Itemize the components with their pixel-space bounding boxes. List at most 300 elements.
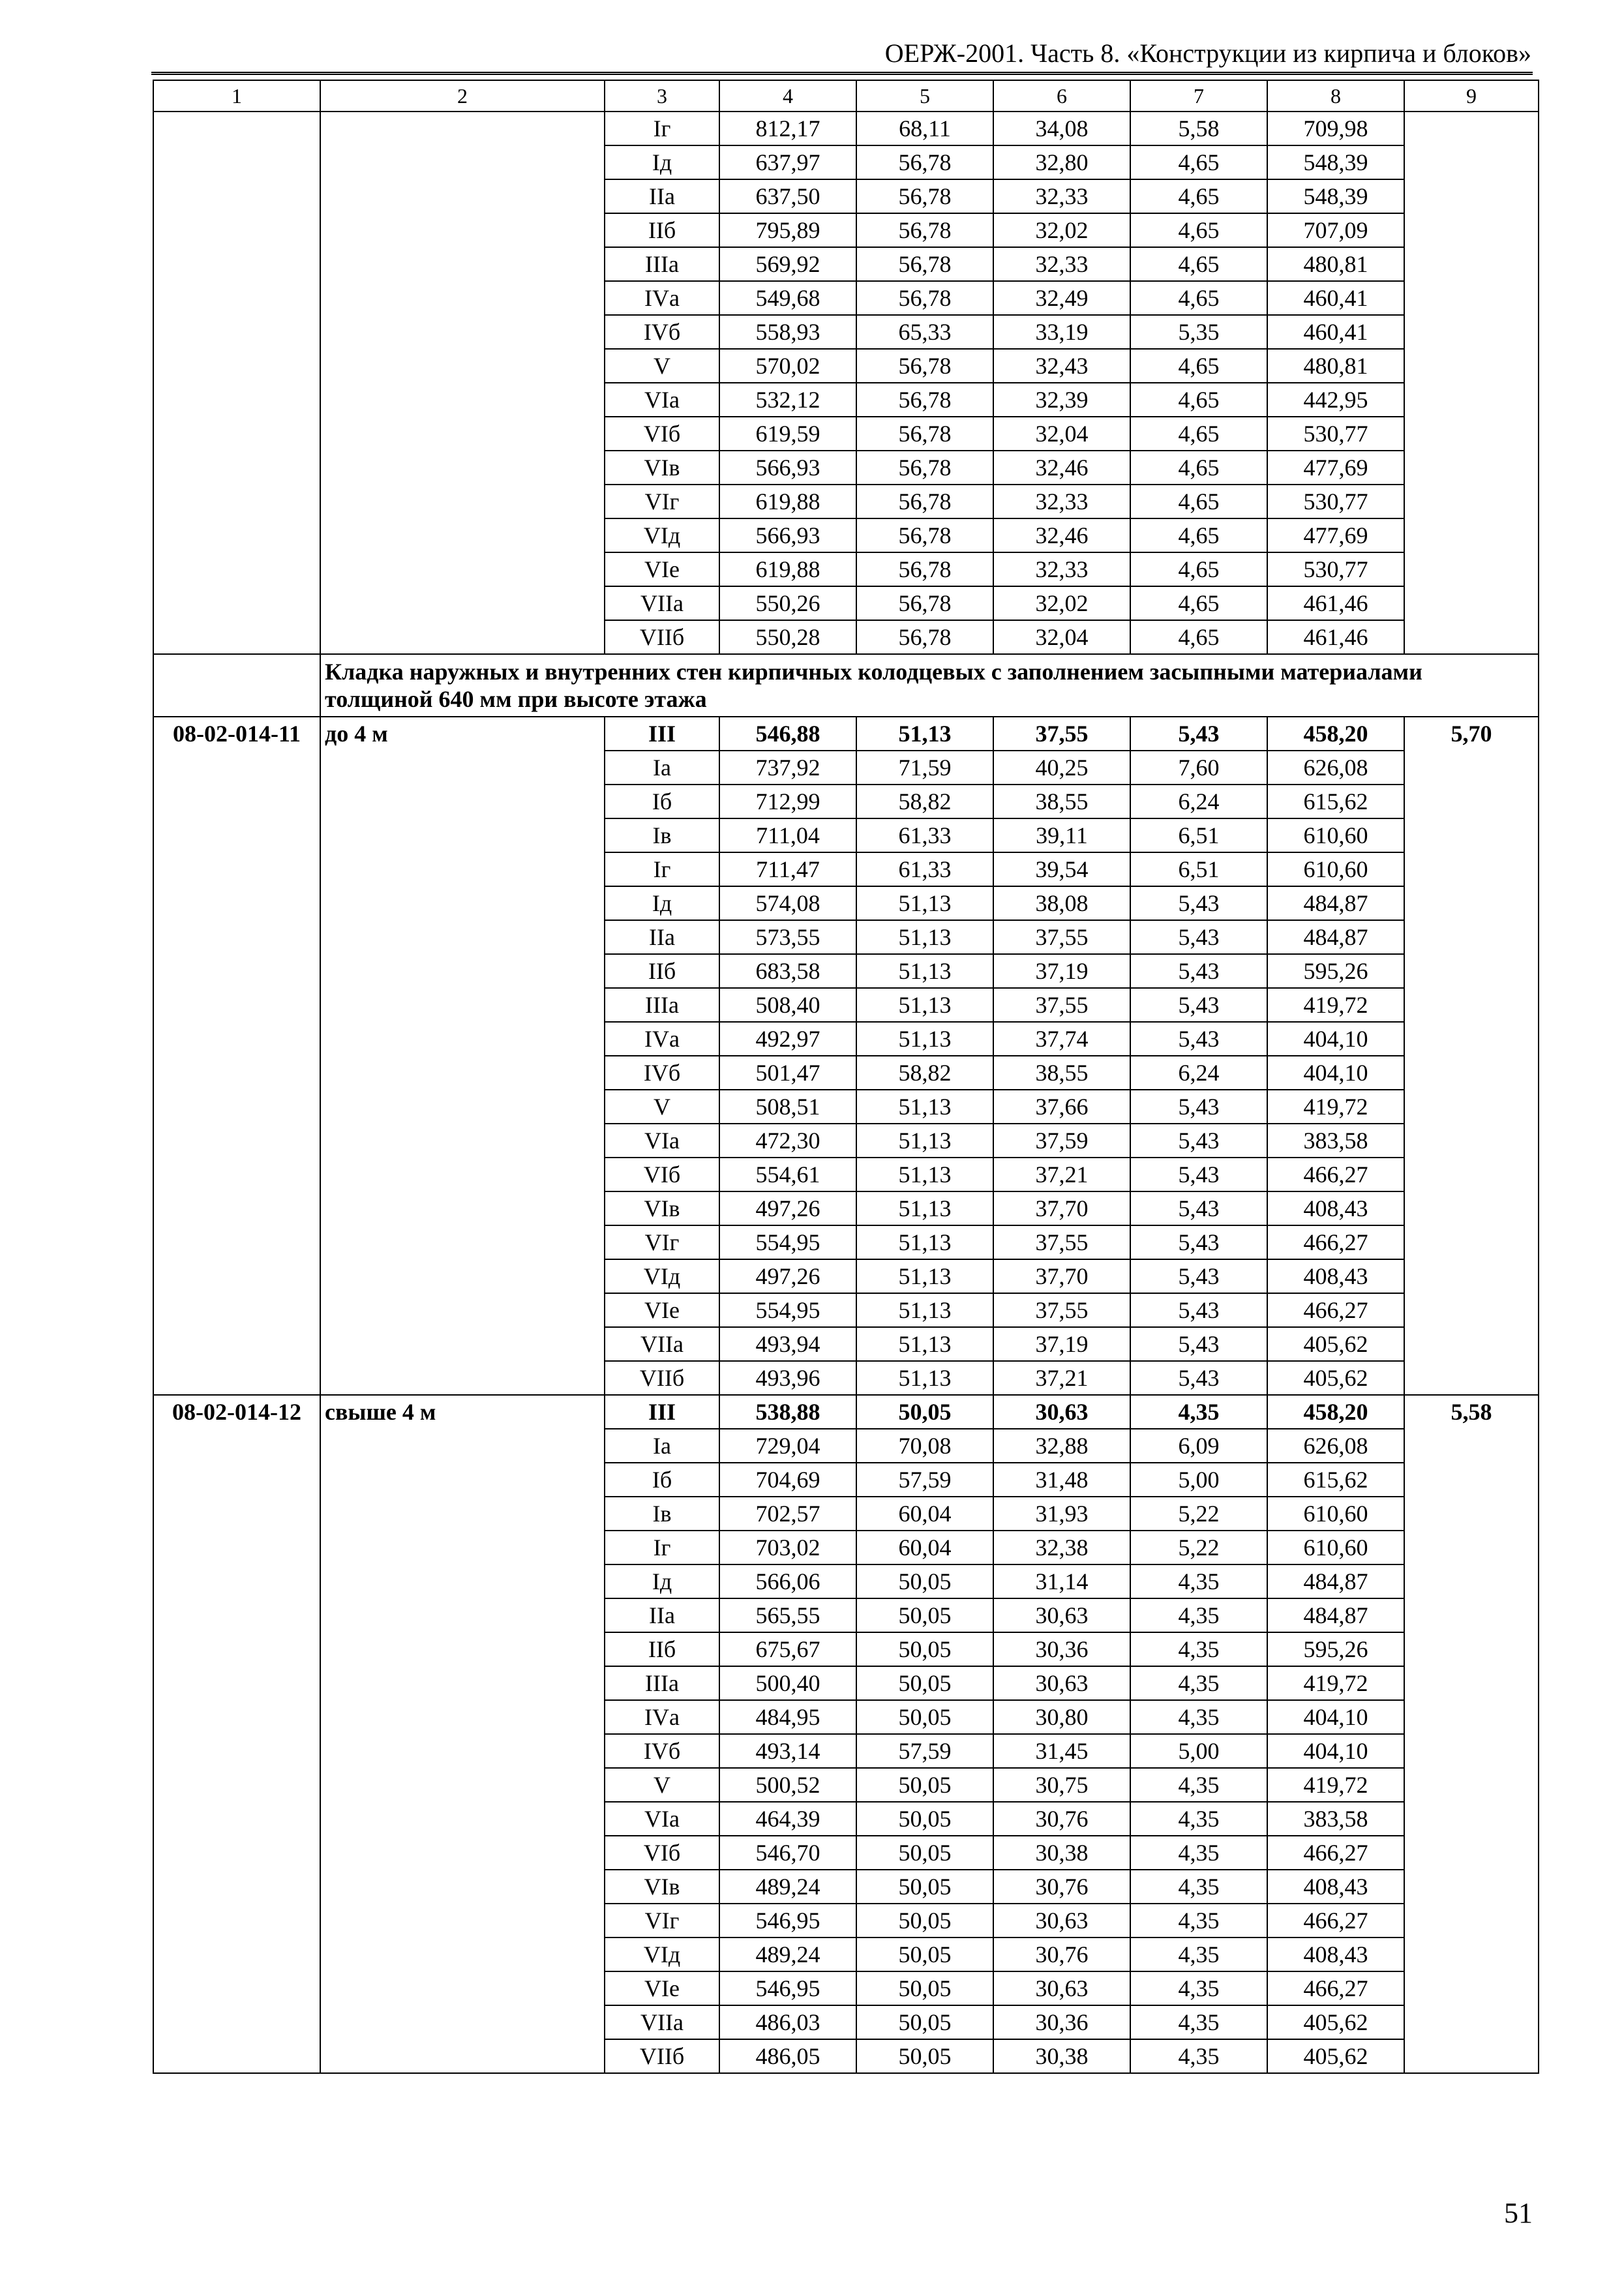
cell-col6: 31,14: [993, 1564, 1130, 1598]
cell-type: VIб: [605, 1836, 719, 1870]
cell-col5: 50,05: [856, 1904, 993, 1937]
cell-col4: 484,95: [719, 1700, 856, 1734]
cell-type: Iа: [605, 1429, 719, 1463]
cell-col6: 30,76: [993, 1802, 1130, 1836]
cell-col7: 6,24: [1130, 785, 1267, 818]
cell-col5: 68,11: [856, 112, 993, 145]
cell-col6: 37,66: [993, 1090, 1130, 1124]
cell-col7: 6,09: [1130, 1429, 1267, 1463]
cell-col4: 500,40: [719, 1666, 856, 1700]
cell-col5: 56,78: [856, 179, 993, 213]
cell-col8: 530,77: [1267, 417, 1404, 451]
norm-code: 08-02-014-11: [153, 717, 320, 1395]
cell-col6: 34,08: [993, 112, 1130, 145]
cell-col6: 38,55: [993, 1056, 1130, 1090]
cell-col5: 56,78: [856, 145, 993, 179]
cell-col7: 4,35: [1130, 1870, 1267, 1904]
cell-type: VIв: [605, 451, 719, 485]
cell-col4: 566,93: [719, 518, 856, 552]
cell-col8: 461,46: [1267, 620, 1404, 654]
cell-col7: 4,35: [1130, 1564, 1267, 1598]
cell-col4: 637,97: [719, 145, 856, 179]
cell-col6: 32,33: [993, 179, 1130, 213]
cell-col4: 573,55: [719, 920, 856, 954]
cell-col4: 795,89: [719, 213, 856, 247]
cell-col6: 32,46: [993, 451, 1130, 485]
cell-col8: 404,10: [1267, 1700, 1404, 1734]
cell-col8: 466,27: [1267, 1971, 1404, 2005]
cell-type: VIIа: [605, 2005, 719, 2039]
cell-col7: 5,43: [1130, 1191, 1267, 1225]
cell-col4: 703,02: [719, 1531, 856, 1564]
cell-col7: 4,35: [1130, 1395, 1267, 1429]
cell-col8: 615,62: [1267, 785, 1404, 818]
cell-type: IIб: [605, 213, 719, 247]
cell-col4: 549,68: [719, 281, 856, 315]
cell-col6: 39,54: [993, 852, 1130, 886]
cell-col7: 4,35: [1130, 1632, 1267, 1666]
cell-col6: 30,63: [993, 1395, 1130, 1429]
cell-col6: 31,48: [993, 1463, 1130, 1497]
cell-col7: 4,35: [1130, 1971, 1267, 2005]
cell-col5: 51,13: [856, 1124, 993, 1158]
cell-col8: 419,72: [1267, 1090, 1404, 1124]
cell-col4: 729,04: [719, 1429, 856, 1463]
cell-col6: 37,55: [993, 920, 1130, 954]
cell-col7: 7,60: [1130, 751, 1267, 785]
cell-col4: 464,39: [719, 1802, 856, 1836]
header-title: ОЕРЖ-2001. Часть 8. «Конструкции из кирпича и блоков»: [884, 38, 1531, 68]
cell-col8: 466,27: [1267, 1836, 1404, 1870]
cell-col5: 50,05: [856, 1802, 993, 1836]
cell-type: Iб: [605, 785, 719, 818]
cell-col8: 480,81: [1267, 247, 1404, 281]
cell-col5: 51,13: [856, 1090, 993, 1124]
cell-col6: 30,38: [993, 1836, 1130, 1870]
cell-col5: 61,33: [856, 852, 993, 886]
column-number-7: 7: [1130, 80, 1267, 112]
section-title: Кладка наружных и внутренних стен кирпичных колодцевых с заполнением засыпными материалами толщиной 640 мм при высоте этажа: [320, 654, 1539, 717]
cell-type: VIе: [605, 1293, 719, 1327]
cell-col8: 466,27: [1267, 1225, 1404, 1259]
cell-col5: 58,82: [856, 1056, 993, 1090]
cell-col6: 32,33: [993, 552, 1130, 586]
cell-col7: 4,35: [1130, 1598, 1267, 1632]
cell-col8: 458,20: [1267, 717, 1404, 751]
cell-col6: 37,55: [993, 988, 1130, 1022]
cell-col6: 37,74: [993, 1022, 1130, 1056]
cell-col7: 5,00: [1130, 1734, 1267, 1768]
cell-col5: 50,05: [856, 2039, 993, 2073]
cell-type: IVа: [605, 281, 719, 315]
cell-col6: 32,43: [993, 349, 1130, 383]
cell-type: IIIа: [605, 1666, 719, 1700]
cell-col8: 405,62: [1267, 1361, 1404, 1395]
cell-col4: 565,55: [719, 1598, 856, 1632]
cell-col6: 32,38: [993, 1531, 1130, 1564]
cell-col7: 5,43: [1130, 954, 1267, 988]
cell-col8: 383,58: [1267, 1802, 1404, 1836]
cell-col7: 5,22: [1130, 1497, 1267, 1531]
cell-col5: 51,13: [856, 1191, 993, 1225]
cell-type: V: [605, 1090, 719, 1124]
cell-col4: 546,70: [719, 1836, 856, 1870]
cell-type: IIб: [605, 954, 719, 988]
cell-col6: 32,80: [993, 145, 1130, 179]
cell-col8: 460,41: [1267, 281, 1404, 315]
cell-col4: 702,57: [719, 1497, 856, 1531]
cell-col5: 51,13: [856, 1293, 993, 1327]
cell-type: Iд: [605, 1564, 719, 1598]
section-row: [153, 654, 1539, 717]
cell-col7: 4,65: [1130, 247, 1267, 281]
cell-col4: 570,02: [719, 349, 856, 383]
cell-col6: 37,19: [993, 954, 1130, 988]
cell-col8: 484,87: [1267, 1564, 1404, 1598]
cell-col7: 4,65: [1130, 145, 1267, 179]
cell-col8: 484,87: [1267, 1598, 1404, 1632]
cell-col5: 50,05: [856, 1700, 993, 1734]
cell-col4: 569,92: [719, 247, 856, 281]
cell-col8: 530,77: [1267, 552, 1404, 586]
cell-type: IVб: [605, 1056, 719, 1090]
cell-type: VIд: [605, 1937, 719, 1971]
cell-col5: 60,04: [856, 1497, 993, 1531]
cell-col7: 4,65: [1130, 179, 1267, 213]
cell-col8: 709,98: [1267, 112, 1404, 145]
cell-col7: 6,24: [1130, 1056, 1267, 1090]
cell-col8: 461,46: [1267, 586, 1404, 620]
cell-col6: 37,70: [993, 1191, 1130, 1225]
cell-col5: 56,78: [856, 247, 993, 281]
cell-col5: 70,08: [856, 1429, 993, 1463]
cell-col4: 554,61: [719, 1158, 856, 1191]
norm-col9: 5,58: [1404, 1395, 1539, 2073]
cell-col5: 51,13: [856, 1158, 993, 1191]
cell-col4: 532,12: [719, 383, 856, 417]
cell-col4: 704,69: [719, 1463, 856, 1497]
column-number-6: 6: [993, 80, 1130, 112]
cell-type: III: [605, 1395, 719, 1429]
cell-col7: 5,43: [1130, 717, 1267, 751]
cell-col5: 56,78: [856, 552, 993, 586]
cell-col6: 31,45: [993, 1734, 1130, 1768]
cell-col5: 56,78: [856, 485, 993, 518]
cell-col8: 408,43: [1267, 1937, 1404, 1971]
cell-col4: 497,26: [719, 1191, 856, 1225]
cell-col7: 4,35: [1130, 1700, 1267, 1734]
cell-col7: 4,65: [1130, 417, 1267, 451]
cell-col4: 508,51: [719, 1090, 856, 1124]
cell-col8: 442,95: [1267, 383, 1404, 417]
cell-col7: 5,43: [1130, 886, 1267, 920]
cell-col5: 50,05: [856, 1598, 993, 1632]
cell-col5: 51,13: [856, 1259, 993, 1293]
cell-col5: 51,13: [856, 717, 993, 751]
cell-type: VIв: [605, 1191, 719, 1225]
cell-col6: 37,21: [993, 1158, 1130, 1191]
cell-col4: 675,67: [719, 1632, 856, 1666]
cell-col8: 404,10: [1267, 1734, 1404, 1768]
cell-col4: 546,95: [719, 1971, 856, 2005]
cell-col6: 30,63: [993, 1666, 1130, 1700]
cell-col4: 500,52: [719, 1768, 856, 1802]
cell-col8: 595,26: [1267, 954, 1404, 988]
cell-col5: 71,59: [856, 751, 993, 785]
cell-col7: 5,58: [1130, 112, 1267, 145]
cell-col8: 419,72: [1267, 988, 1404, 1022]
cell-type: VIв: [605, 1870, 719, 1904]
cell-col6: 37,19: [993, 1327, 1130, 1361]
cell-col7: 6,51: [1130, 818, 1267, 852]
cell-col5: 51,13: [856, 988, 993, 1022]
cell-col5: 50,05: [856, 1836, 993, 1870]
cell-type: IIа: [605, 920, 719, 954]
cell-col8: 466,27: [1267, 1904, 1404, 1937]
cell-type: VIIб: [605, 1361, 719, 1395]
cell-col5: 56,78: [856, 213, 993, 247]
cell-col4: 566,06: [719, 1564, 856, 1598]
cell-col4: 501,47: [719, 1056, 856, 1090]
cell-col6: 30,63: [993, 1904, 1130, 1937]
cell-col7: 4,65: [1130, 451, 1267, 485]
cell-col6: 32,04: [993, 417, 1130, 451]
cell-col4: 737,92: [719, 751, 856, 785]
cell-col4: 619,59: [719, 417, 856, 451]
cell-col4: 566,93: [719, 451, 856, 485]
cell-type: VIIа: [605, 1327, 719, 1361]
cell-col5: 56,78: [856, 518, 993, 552]
cell-col4: 554,95: [719, 1293, 856, 1327]
cell-col8: 707,09: [1267, 213, 1404, 247]
cell-type: VIг: [605, 1904, 719, 1937]
cell-col8: 408,43: [1267, 1191, 1404, 1225]
cell-col7: 5,43: [1130, 1293, 1267, 1327]
cell-col6: 32,39: [993, 383, 1130, 417]
cell-type: Iа: [605, 751, 719, 785]
cell-col7: 5,43: [1130, 1225, 1267, 1259]
cell-col8: 405,62: [1267, 2005, 1404, 2039]
cell-type: Iг: [605, 112, 719, 145]
cell-col6: 37,55: [993, 717, 1130, 751]
cell-col8: 405,62: [1267, 1327, 1404, 1361]
cell-col7: 5,00: [1130, 1463, 1267, 1497]
cell-col8: 610,60: [1267, 852, 1404, 886]
cell-col4: 712,99: [719, 785, 856, 818]
cell-col6: 31,93: [993, 1497, 1130, 1531]
page-number: 51: [1504, 2197, 1533, 2229]
cell-col8: 595,26: [1267, 1632, 1404, 1666]
cell-type: IIа: [605, 179, 719, 213]
cell-col6: 30,76: [993, 1870, 1130, 1904]
cell-col7: 5,35: [1130, 315, 1267, 349]
cell-col6: 32,33: [993, 485, 1130, 518]
cell-col8: 484,87: [1267, 920, 1404, 954]
cell-col4: 497,26: [719, 1259, 856, 1293]
cell-col8: 460,41: [1267, 315, 1404, 349]
cell-type: VIд: [605, 518, 719, 552]
cell-col6: 30,76: [993, 1937, 1130, 1971]
cell-col4: 493,14: [719, 1734, 856, 1768]
cell-col6: 33,19: [993, 315, 1130, 349]
cell-col4: 711,47: [719, 852, 856, 886]
cell-col4: 538,88: [719, 1395, 856, 1429]
cell-type: IVа: [605, 1700, 719, 1734]
cell-col6: 32,33: [993, 247, 1130, 281]
cell-col4: 550,26: [719, 586, 856, 620]
cell-col5: 50,05: [856, 1395, 993, 1429]
cell-col4: 574,08: [719, 886, 856, 920]
cell-col7: 4,65: [1130, 383, 1267, 417]
cell-col8: 548,39: [1267, 145, 1404, 179]
cell-col4: 486,03: [719, 2005, 856, 2039]
norm-code: 08-02-014-12: [153, 1395, 320, 2073]
cell-col5: 51,13: [856, 1361, 993, 1395]
cell-col6: 37,21: [993, 1361, 1130, 1395]
cell-col5: 56,78: [856, 620, 993, 654]
cell-type: Iд: [605, 145, 719, 179]
cell-col5: 56,78: [856, 349, 993, 383]
cell-col7: 5,43: [1130, 1090, 1267, 1124]
cell-type: IIIа: [605, 247, 719, 281]
cell-col8: 480,81: [1267, 349, 1404, 383]
cell-col6: 32,04: [993, 620, 1130, 654]
cell-col5: 51,13: [856, 1327, 993, 1361]
cell-col7: 4,65: [1130, 552, 1267, 586]
norm-name: свыше 4 м: [320, 1395, 605, 2073]
cell-col6: 30,36: [993, 2005, 1130, 2039]
cell-col7: 5,43: [1130, 988, 1267, 1022]
cell-col6: 30,75: [993, 1768, 1130, 1802]
cell-col7: 4,65: [1130, 620, 1267, 654]
cell-col6: 37,59: [993, 1124, 1130, 1158]
cell-type: VIд: [605, 1259, 719, 1293]
cell-col5: 51,13: [856, 954, 993, 988]
column-number-1: 1: [153, 80, 320, 112]
cell-type: IIа: [605, 1598, 719, 1632]
cell-col7: 6,51: [1130, 852, 1267, 886]
cell-col5: 50,05: [856, 1666, 993, 1700]
cell-col5: 60,04: [856, 1531, 993, 1564]
cell-col4: 546,95: [719, 1904, 856, 1937]
cell-col8: 610,60: [1267, 818, 1404, 852]
cell-col5: 57,59: [856, 1463, 993, 1497]
cell-col4: 489,24: [719, 1937, 856, 1971]
cell-col8: 484,87: [1267, 886, 1404, 920]
cell-type: Iв: [605, 1497, 719, 1531]
cell-type: VIг: [605, 1225, 719, 1259]
cell-col5: 50,05: [856, 1768, 993, 1802]
cell-col6: 32,02: [993, 586, 1130, 620]
cell-col7: 5,43: [1130, 1158, 1267, 1191]
cell-col6: 39,11: [993, 818, 1130, 852]
cell-type: V: [605, 1768, 719, 1802]
cell-col4: 508,40: [719, 988, 856, 1022]
cell-col7: 4,35: [1130, 1836, 1267, 1870]
cell-col7: 4,65: [1130, 518, 1267, 552]
cell-type: VIе: [605, 1971, 719, 2005]
cell-col4: 489,24: [719, 1870, 856, 1904]
cell-col5: 50,05: [856, 1564, 993, 1598]
cell-col4: 486,05: [719, 2039, 856, 2073]
cell-col7: 5,22: [1130, 1531, 1267, 1564]
column-number-3: 3: [605, 80, 719, 112]
cell-type: VIб: [605, 417, 719, 451]
column-number-8: 8: [1267, 80, 1404, 112]
cell-col8: 626,08: [1267, 751, 1404, 785]
cell-col6: 30,63: [993, 1598, 1130, 1632]
cell-col6: 32,49: [993, 281, 1130, 315]
cell-col4: 554,95: [719, 1225, 856, 1259]
cell-col5: 51,13: [856, 886, 993, 920]
cell-col6: 32,46: [993, 518, 1130, 552]
cell-type: VIа: [605, 383, 719, 417]
running-header: [151, 34, 1533, 75]
cell-col7: 4,35: [1130, 1768, 1267, 1802]
cell-col8: 408,43: [1267, 1259, 1404, 1293]
cell-col4: 493,94: [719, 1327, 856, 1361]
cell-col8: 477,69: [1267, 451, 1404, 485]
cell-col6: 37,70: [993, 1259, 1130, 1293]
cell-col6: 30,63: [993, 1971, 1130, 2005]
cell-col6: 38,55: [993, 785, 1130, 818]
column-number-2: 2: [320, 80, 605, 112]
cell-type: VIIб: [605, 2039, 719, 2073]
table-row: [153, 717, 1539, 751]
cell-type: IIб: [605, 1632, 719, 1666]
norm-col9: 5,70: [1404, 717, 1539, 1395]
cell-type: VIа: [605, 1802, 719, 1836]
cell-col4: 619,88: [719, 552, 856, 586]
cell-col5: 50,05: [856, 1971, 993, 2005]
cell-col8: 404,10: [1267, 1056, 1404, 1090]
cell-col4: 472,30: [719, 1124, 856, 1158]
cell-col4: 637,50: [719, 179, 856, 213]
cell-type: VIг: [605, 485, 719, 518]
cell-col7: 4,65: [1130, 485, 1267, 518]
cell-col6: 37,55: [993, 1293, 1130, 1327]
column-number-9: 9: [1404, 80, 1539, 112]
cell-col8: 610,60: [1267, 1531, 1404, 1564]
cell-type: IVб: [605, 1734, 719, 1768]
cell-col6: 37,55: [993, 1225, 1130, 1259]
cell-col5: 56,78: [856, 383, 993, 417]
cell-col7: 4,35: [1130, 2039, 1267, 2073]
cell-col7: 4,35: [1130, 1937, 1267, 1971]
cell-col8: 404,10: [1267, 1022, 1404, 1056]
cell-col7: 4,35: [1130, 1666, 1267, 1700]
cell-col6: 30,38: [993, 2039, 1130, 2073]
cell-col6: 30,80: [993, 1700, 1130, 1734]
cell-col4: 558,93: [719, 315, 856, 349]
cell-col6: 38,08: [993, 886, 1130, 920]
cell-col5: 56,78: [856, 451, 993, 485]
cell-col7: 4,35: [1130, 2005, 1267, 2039]
cell-col4: 711,04: [719, 818, 856, 852]
cell-col4: 493,96: [719, 1361, 856, 1395]
cell-col8: 610,60: [1267, 1497, 1404, 1531]
table-row: [153, 112, 1539, 145]
cell-type: VIIа: [605, 586, 719, 620]
cell-col7: 5,43: [1130, 920, 1267, 954]
cell-type: Iг: [605, 1531, 719, 1564]
cell-type: Iг: [605, 852, 719, 886]
cell-col5: 50,05: [856, 1632, 993, 1666]
cell-type: V: [605, 349, 719, 383]
cell-type: VIа: [605, 1124, 719, 1158]
cell-type: III: [605, 717, 719, 751]
col9-cell: [1404, 112, 1539, 654]
